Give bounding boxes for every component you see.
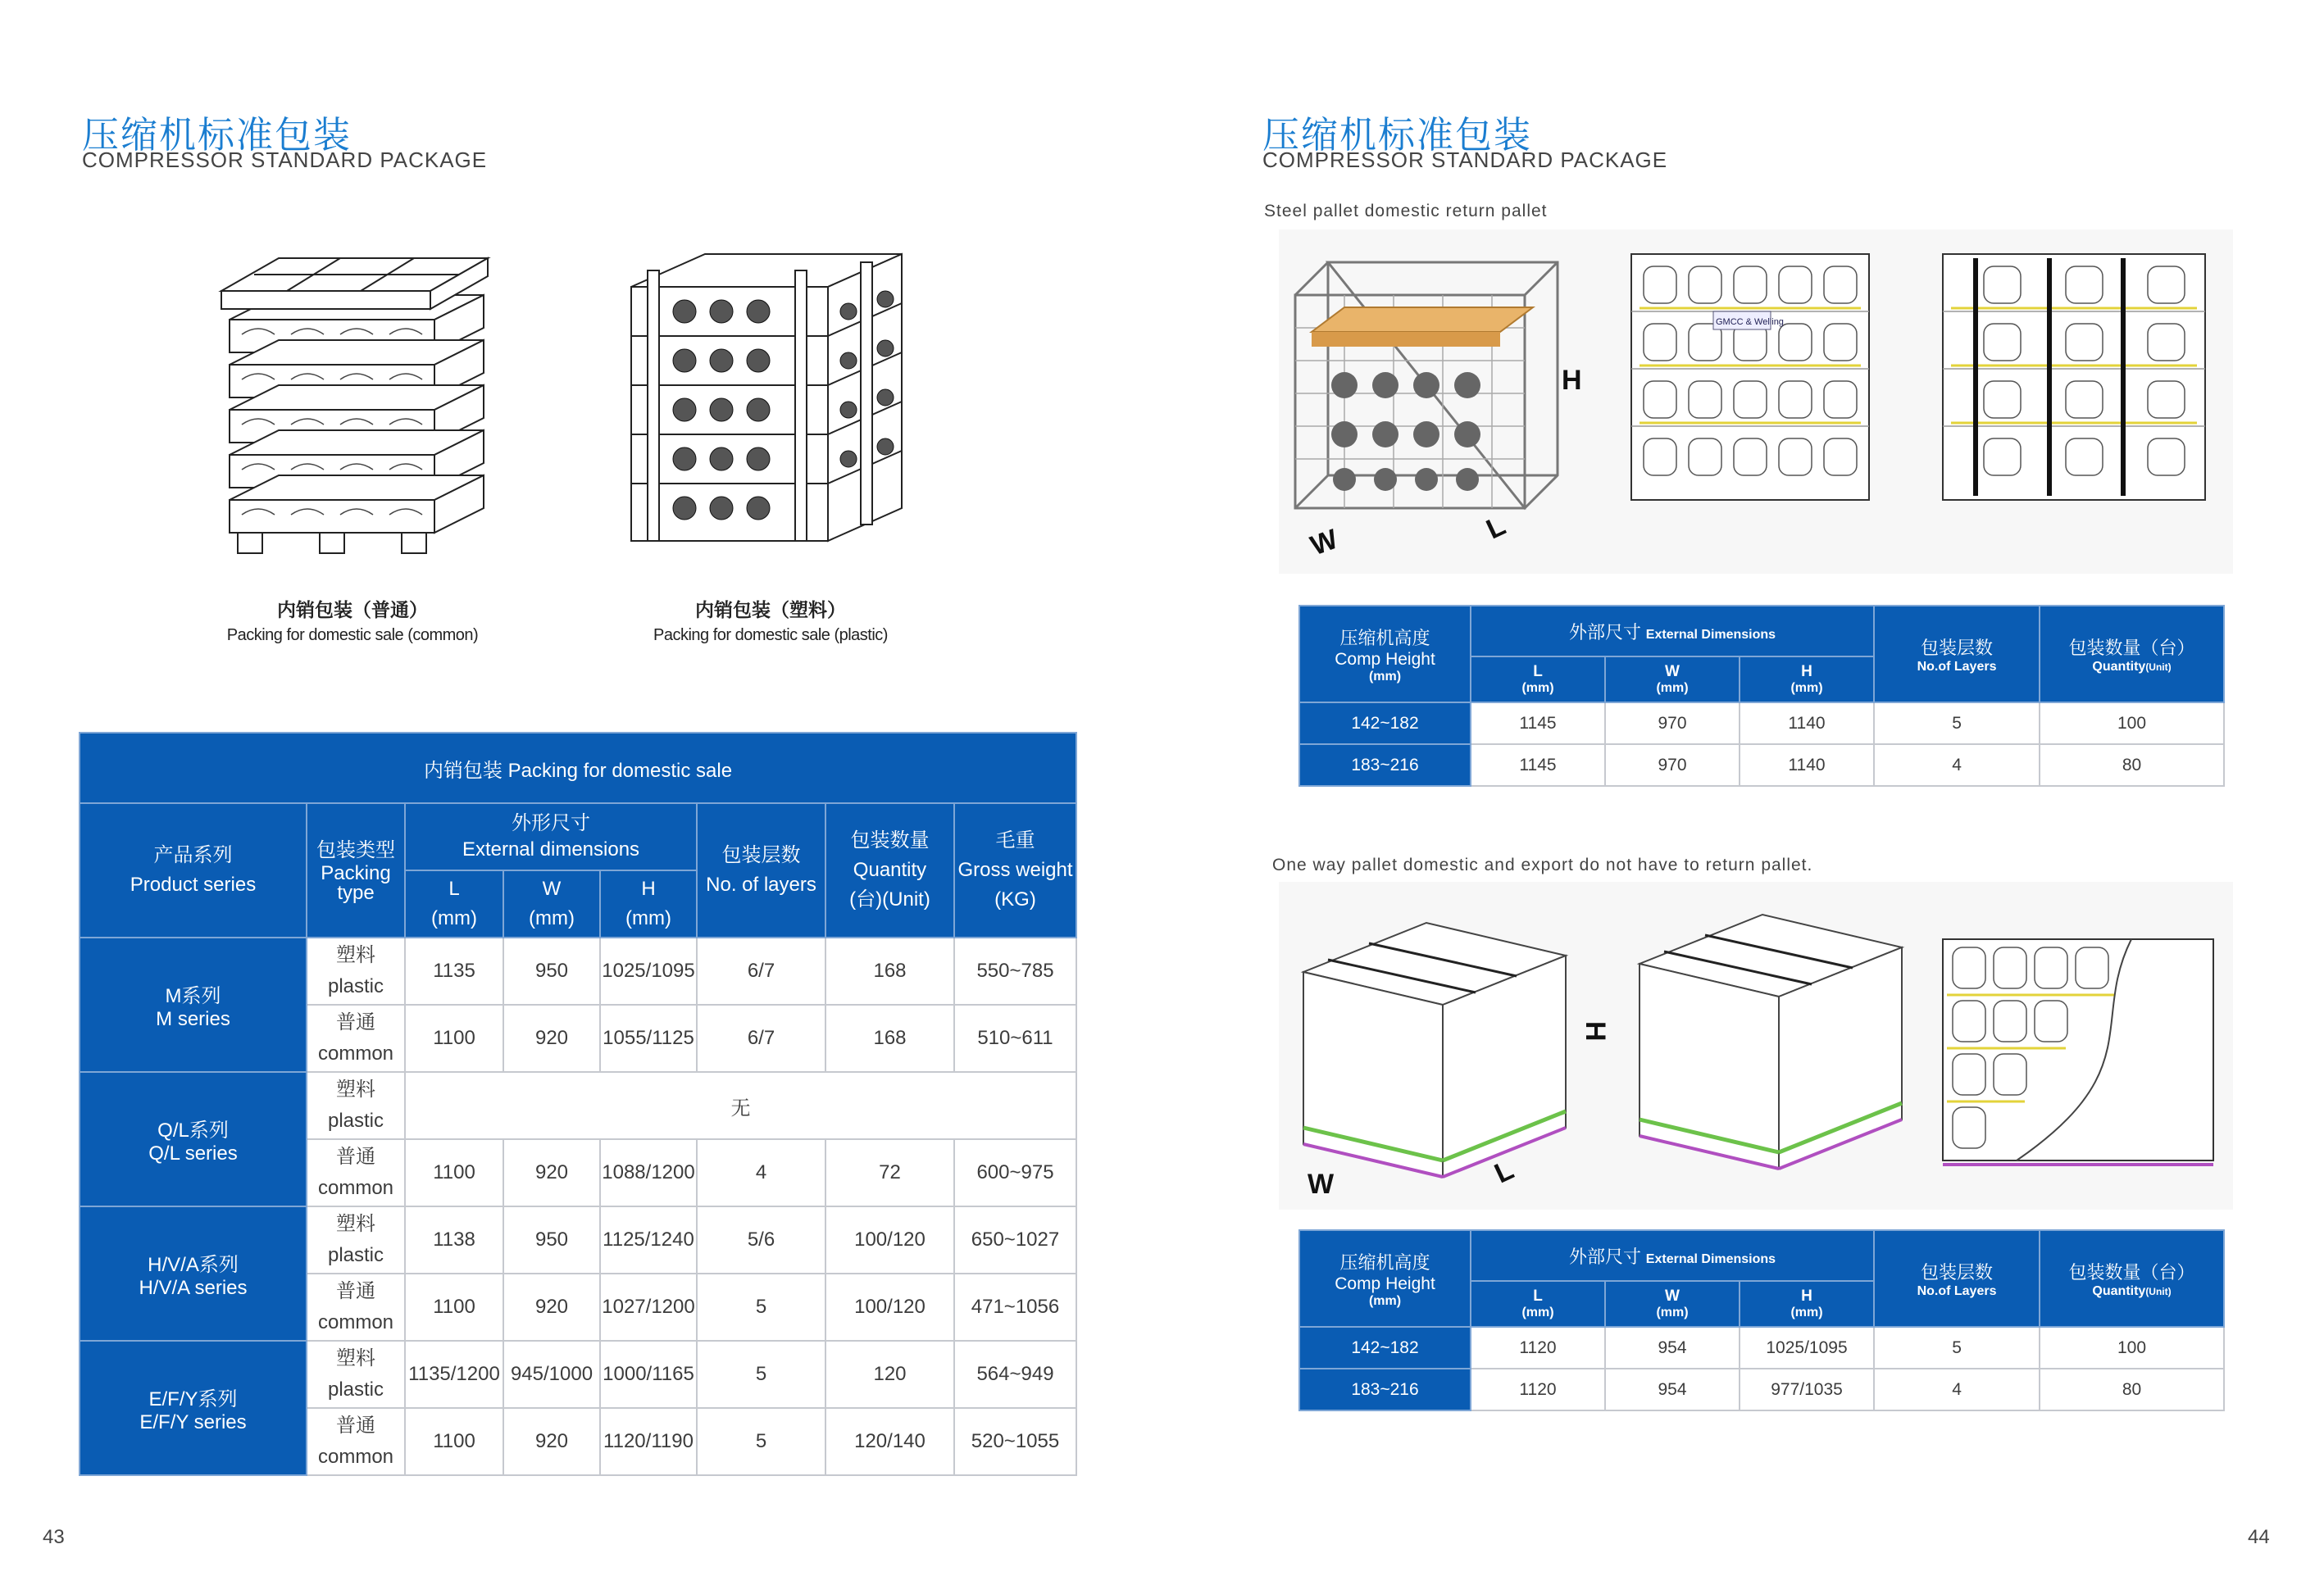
cell-l: 1100	[405, 1005, 503, 1072]
header-series: 产品系列 Product series	[80, 803, 307, 938]
table-row	[80, 1072, 1076, 1139]
cell-height: 183~216	[1299, 744, 1471, 786]
series-cell: M系列 M series	[80, 938, 307, 1072]
table-row	[1299, 744, 2224, 786]
cell-h: 1025/1095	[600, 938, 697, 1005]
plastic-pack-drawing	[607, 229, 935, 557]
cell-height: 142~182	[1299, 702, 1471, 744]
label-l: L	[1481, 510, 1511, 546]
cell-l: 1145	[1471, 702, 1605, 744]
cell-h: 1000/1165	[600, 1341, 697, 1408]
cell-l: 1100	[405, 1408, 503, 1475]
common-pack-caption-en: Packing for domestic sale (common)	[226, 626, 479, 644]
cell-none: 无	[405, 1072, 1076, 1139]
one-way-pallet-note: One way pallet domestic and export do not have to return pallet.	[1272, 856, 1813, 874]
cell-l: 1120	[1471, 1327, 1605, 1369]
cell-qty: 80	[2040, 1369, 2224, 1410]
cell-weight: 650~1027	[954, 1206, 1076, 1274]
cell-h: 1140	[1740, 702, 1874, 744]
header-quantity: 包装数量（台） Quantity(Unit)	[2040, 606, 2224, 702]
header-w: W (mm)	[503, 870, 600, 938]
packing-type-cell: 普通 common	[307, 1408, 405, 1475]
cell-w: 954	[1605, 1327, 1740, 1369]
cell-weight: 510~611	[954, 1005, 1076, 1072]
cell-w: 920	[503, 1408, 600, 1475]
cell-layers: 4	[1874, 1369, 2040, 1410]
cell-layers: 6/7	[697, 938, 825, 1005]
plastic-pack-illustration	[607, 229, 935, 557]
header-layers: 包装层数 No.of Layers	[1874, 1230, 2040, 1327]
cell-layers: 4	[697, 1139, 825, 1206]
right-title-cn: 压缩机标准包装	[1262, 113, 1533, 157]
series-cell: E/F/Y系列 E/F/Y series	[80, 1341, 307, 1475]
cell-l: 1120	[1471, 1369, 1605, 1410]
header-external-dimensions: 外部尺寸 External Dimensions	[1471, 1230, 1874, 1281]
cell-w: 920	[503, 1139, 600, 1206]
cell-qty: 120	[825, 1341, 954, 1408]
cell-l: 1138	[405, 1206, 503, 1274]
one-way-pallet-table	[1298, 1229, 2225, 1411]
cell-layers: 5	[697, 1341, 825, 1408]
table-row	[1299, 1369, 2224, 1410]
left-title-cn: 压缩机标准包装	[82, 113, 352, 157]
common-pack-drawing	[205, 229, 533, 557]
cell-l: 1100	[405, 1139, 503, 1206]
header-layers: 包装层数 No.of Layers	[1874, 606, 2040, 702]
table-title: 内销包装 Packing for domestic sale	[80, 733, 1076, 803]
header-layers: 包装层数 No. of layers	[697, 803, 825, 938]
cell-qty: 168	[825, 1005, 954, 1072]
cell-qty: 100/120	[825, 1274, 954, 1341]
table-row	[1299, 702, 2224, 744]
domestic-packing-table	[79, 732, 1077, 1476]
cell-height: 183~216	[1299, 1369, 1471, 1410]
header-quantity: 包装数量 Quantity (台)(Unit)	[825, 803, 954, 938]
cell-qty: 72	[825, 1139, 954, 1206]
header-w: W (mm)	[1605, 1281, 1740, 1327]
header-comp-height: 压缩机高度 Comp Height (mm)	[1299, 1230, 1471, 1327]
packing-type-cell: 普通 common	[307, 1274, 405, 1341]
header-l: L (mm)	[405, 870, 503, 938]
cell-qty: 120/140	[825, 1408, 954, 1475]
series-cell: Q/L系列 Q/L series	[80, 1072, 307, 1206]
cell-weight: 564~949	[954, 1341, 1076, 1408]
packing-type-cell: 普通 common	[307, 1139, 405, 1206]
cell-layers: 5	[1874, 702, 2040, 744]
label-h: H	[1562, 365, 1582, 396]
cell-layers: 5	[1874, 1327, 2040, 1369]
left-title-en: COMPRESSOR STANDARD PACKAGE	[82, 148, 488, 172]
header-h: H (mm)	[600, 870, 697, 938]
cell-weight: 471~1056	[954, 1274, 1076, 1341]
cell-w: 945/1000	[503, 1341, 600, 1408]
header-h: H (mm)	[1740, 656, 1874, 702]
label-h-2: H	[1580, 1021, 1611, 1042]
header-w: W (mm)	[1605, 656, 1740, 702]
series-cell: H/V/A系列 H/V/A series	[80, 1206, 307, 1341]
cell-w: 970	[1605, 702, 1740, 744]
packing-type-cell: 塑料 plastic	[307, 1072, 405, 1139]
cell-layers: 4	[1874, 744, 2040, 786]
common-pack-caption-cn: 内销包装（普通）	[277, 600, 428, 621]
table-row	[80, 938, 1076, 1005]
header-l: L (mm)	[1471, 1281, 1605, 1327]
cell-height: 142~182	[1299, 1327, 1471, 1369]
cell-h: 1088/1200	[600, 1139, 697, 1206]
cell-w: 970	[1605, 744, 1740, 786]
cell-qty: 168	[825, 938, 954, 1005]
cell-h: 1025/1095	[1740, 1327, 1874, 1369]
cell-l: 1135	[405, 938, 503, 1005]
cell-w: 954	[1605, 1369, 1740, 1410]
pallet-tag: GMCC & Welling	[1716, 317, 1784, 327]
cell-w: 950	[503, 938, 600, 1005]
steel-pallet-table	[1298, 605, 2225, 787]
cell-qty: 80	[2040, 744, 2224, 786]
cell-layers: 6/7	[697, 1005, 825, 1072]
header-gross-weight: 毛重 Gross weight (KG)	[954, 803, 1076, 938]
label-l-2: L	[1489, 1154, 1519, 1190]
cell-l: 1145	[1471, 744, 1605, 786]
cell-weight: 600~975	[954, 1139, 1076, 1206]
packing-type-cell: 塑料 plastic	[307, 938, 405, 1005]
table-row	[80, 1206, 1076, 1274]
cell-w: 920	[503, 1005, 600, 1072]
label-w: W	[1306, 523, 1342, 562]
packing-type-cell: 普通 common	[307, 1005, 405, 1072]
header-comp-height: 压缩机高度 Comp Height (mm)	[1299, 606, 1471, 702]
header-external-dimensions: 外部尺寸 External Dimensions	[1471, 606, 1874, 656]
header-packing-type: 包装类型 Packing type	[307, 803, 405, 938]
cell-weight: 520~1055	[954, 1408, 1076, 1475]
cell-h: 1055/1125	[600, 1005, 697, 1072]
cell-w: 950	[503, 1206, 600, 1274]
packing-type-cell: 塑料 plastic	[307, 1341, 405, 1408]
cell-h: 1120/1190	[600, 1408, 697, 1475]
cell-layers: 5	[697, 1274, 825, 1341]
header-l: L (mm)	[1471, 656, 1605, 702]
steel-pallet-figure	[1279, 229, 2233, 574]
cell-layers: 5	[697, 1408, 825, 1475]
one-way-pallet-drawing	[1279, 882, 2233, 1210]
cell-qty: 100/120	[825, 1206, 954, 1274]
right-title-en: COMPRESSOR STANDARD PACKAGE	[1262, 148, 1668, 172]
steel-pallet-drawing	[1279, 229, 2233, 574]
header-external-dimensions: 外形尺寸 External dimensions	[405, 803, 697, 870]
plastic-pack-caption-en: Packing for domestic sale (plastic)	[653, 626, 888, 644]
plastic-pack-caption-cn: 内销包装（塑料）	[695, 600, 846, 621]
cell-l: 1135/1200	[405, 1341, 503, 1408]
one-way-pallet-figure	[1279, 882, 2233, 1210]
cell-qty: 100	[2040, 1327, 2224, 1369]
page-number-right: 44	[2248, 1526, 2270, 1548]
page-number-left: 43	[43, 1526, 65, 1548]
label-w-2: W	[1308, 1169, 1335, 1200]
cell-h: 1027/1200	[600, 1274, 697, 1341]
table-row	[1299, 1327, 2224, 1369]
table-row	[80, 1341, 1076, 1408]
cell-qty: 100	[2040, 702, 2224, 744]
cell-l: 1100	[405, 1274, 503, 1341]
cell-w: 920	[503, 1274, 600, 1341]
packing-type-cell: 塑料 plastic	[307, 1206, 405, 1274]
header-h: H (mm)	[1740, 1281, 1874, 1327]
common-pack-illustration	[205, 229, 533, 557]
cell-h: 977/1035	[1740, 1369, 1874, 1410]
cell-h: 1125/1240	[600, 1206, 697, 1274]
header-quantity: 包装数量（台） Quantity(Unit)	[2040, 1230, 2224, 1327]
cell-weight: 550~785	[954, 938, 1076, 1005]
cell-h: 1140	[1740, 744, 1874, 786]
cell-layers: 5/6	[697, 1206, 825, 1274]
steel-pallet-note: Steel pallet domestic return pallet	[1264, 202, 1548, 220]
